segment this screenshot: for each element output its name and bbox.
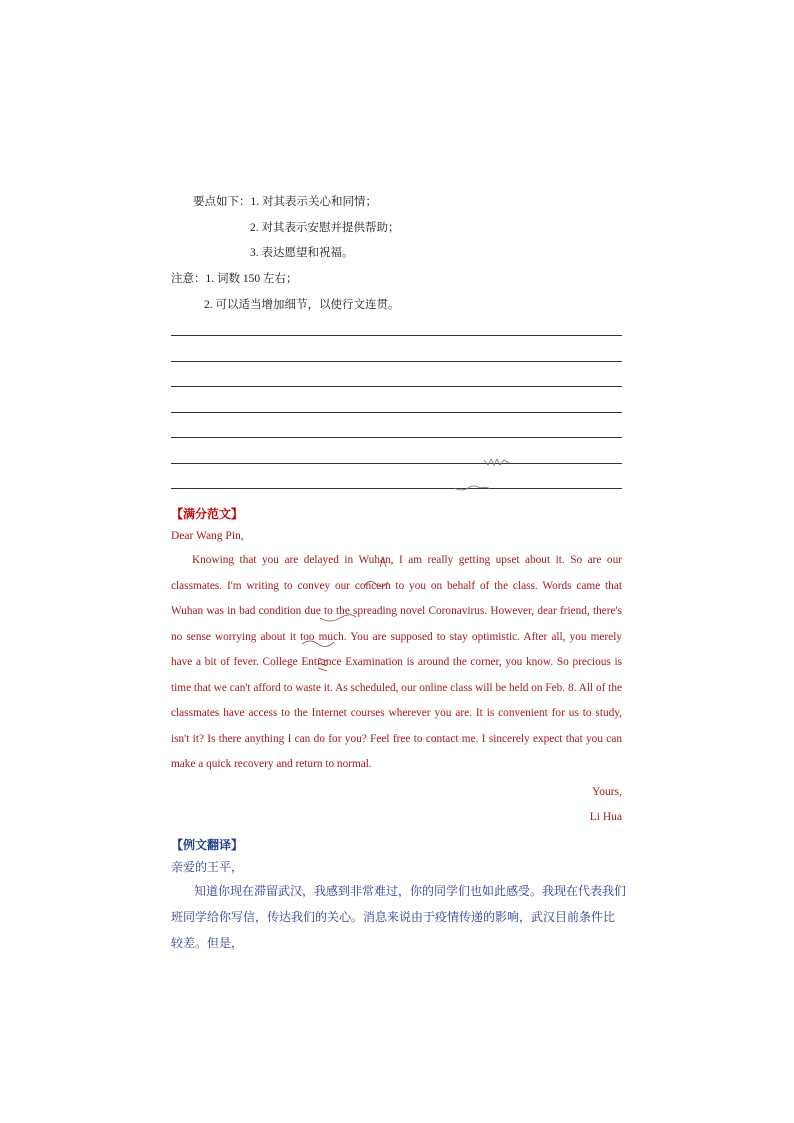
answer-line <box>171 386 622 387</box>
sample-body <box>171 548 622 778</box>
point-1: 1. 对其表示关心和同情； <box>250 196 377 208</box>
scribble-mark <box>315 655 331 673</box>
translation-body-text: 知道你现在滞留武汉，我感到非常难过，你的同学们也如此感受。我现在代表我们班同学给你写信，传达我们的关心。消息来说由于疫情传递的影响，武汉目前条件比较差。但是， <box>171 884 627 950</box>
sample-body-text: Knowing that you are delayed in Wuhan, I am really getting upset about it. So are our classmates. I'm writing to convey our concern to you on behalf of the class. Words came that Wuhan was in bad condition due to the spreading novel Coronavirus. However, dear friend, there's no sense worrying about it too much. You are supposed to stay optimistic. After all, you merely have a bit of fever. College Entrance Examination is around the corner, you know. So precious is time that we can't afford to waste it. As scheduled, our online class will be held on Feb. 8. All of the classmates have access to the Internet courses wherever you are. It is convenient for us to study, isn't it? Is there anything I can do for you? Feel free to contact me. I sincerely expect that you can make a quick recovery and return to normal. <box>171 554 622 770</box>
translation-salutation: 亲爱的王平， <box>171 860 244 874</box>
note-2: 2. 可以适当增加细节，以使行文连贯。 <box>204 299 400 311</box>
translation-heading: 【例文翻译】 <box>171 838 244 852</box>
scribble-mark <box>318 612 358 626</box>
sample-signature: Li Hua <box>589 811 622 823</box>
point-2: 2. 对其表示安慰并提供帮助； <box>250 222 400 234</box>
notes-row-1 <box>171 274 298 286</box>
points-row-1 <box>193 197 377 209</box>
points-label: 要点如下： <box>193 196 251 208</box>
answer-line <box>171 488 622 489</box>
point-3: 3. 表达愿望和祝福。 <box>250 247 354 259</box>
answer-line <box>171 335 622 336</box>
scribble-mark <box>362 576 390 590</box>
scribble-mark <box>376 551 390 571</box>
scribble-mark <box>452 482 492 496</box>
translation-body <box>171 878 626 956</box>
sample-heading: 【满分范文】 <box>171 507 244 521</box>
sample-salutation: Dear Wang Pin, <box>171 530 244 542</box>
scribble-mark <box>482 456 512 468</box>
scribble-mark <box>300 636 336 650</box>
answer-line <box>171 412 622 413</box>
answer-line <box>171 361 622 362</box>
notes-label: 注意： <box>171 273 206 285</box>
note-1: 1. 词数 150 左右； <box>205 273 298 285</box>
answer-line <box>171 437 622 438</box>
answer-line <box>171 463 622 464</box>
sample-closing: Yours, <box>592 786 622 798</box>
